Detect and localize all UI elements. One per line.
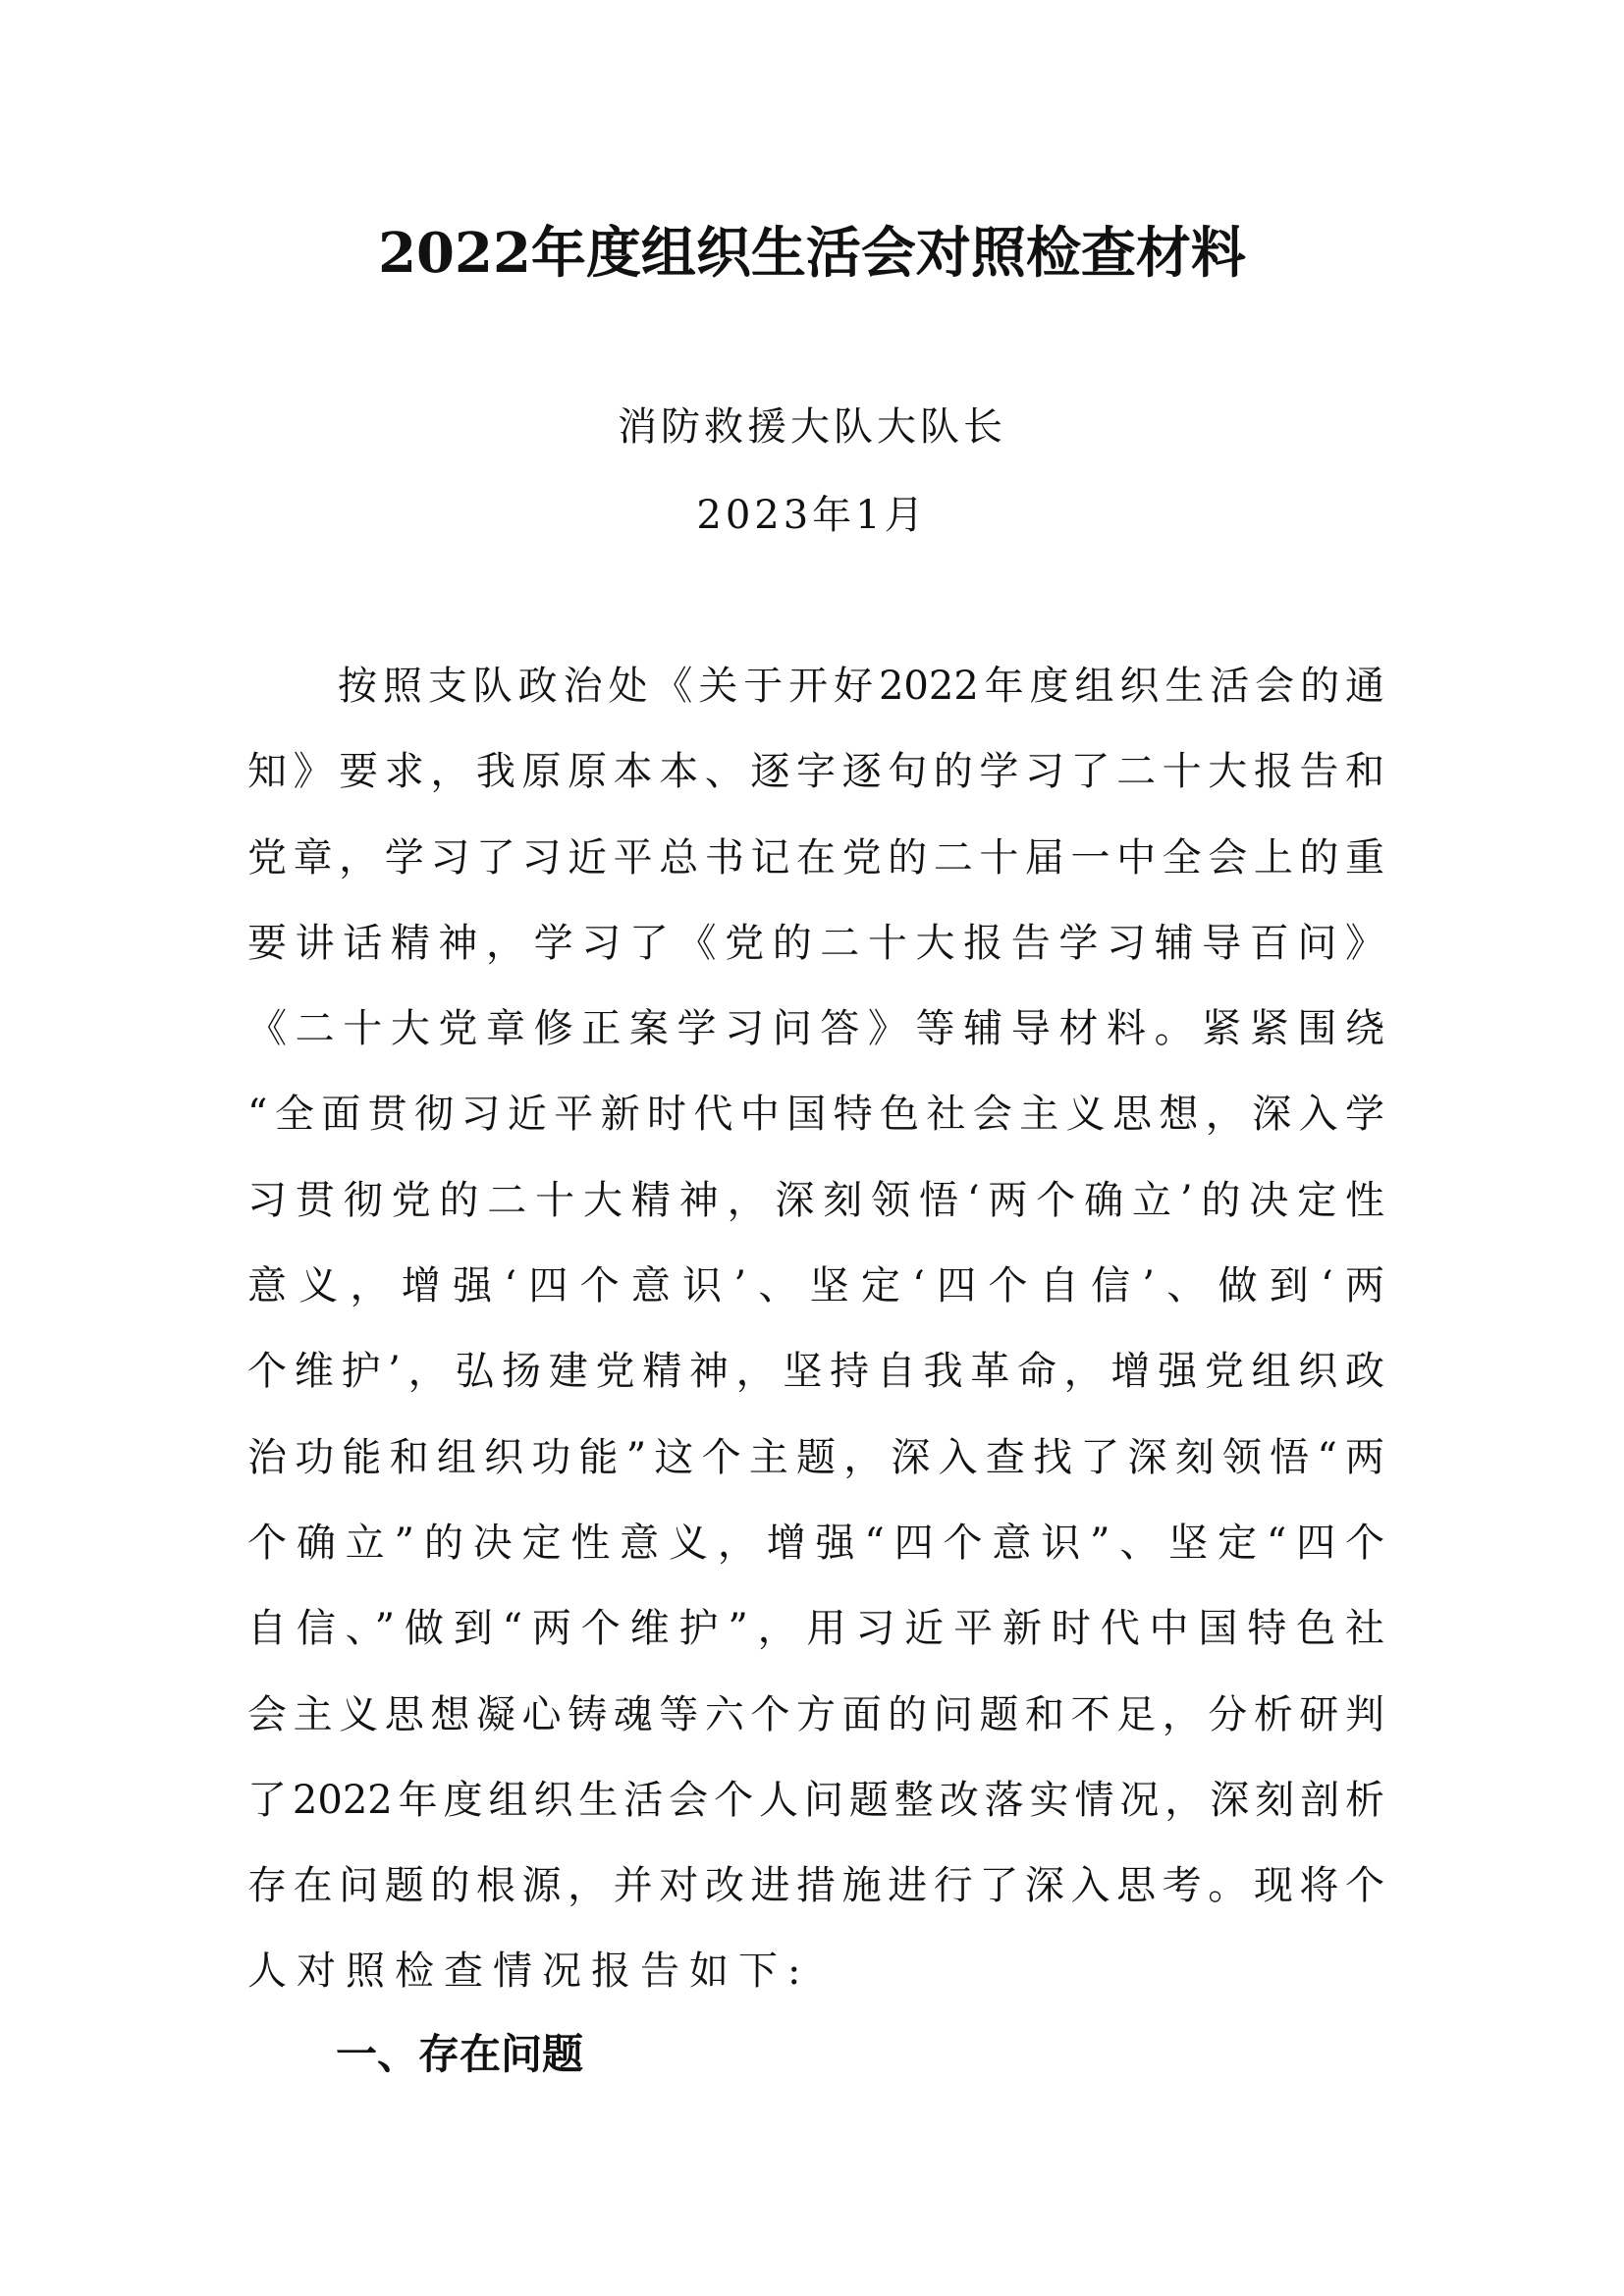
document-title: 2022年度组织生活会对照检查材料 (378, 221, 1246, 286)
paragraph-line: 会主义思想凝心铸魂等六个方面的问题和不足，分析研判 (247, 1691, 1384, 1737)
paragraph-line: 按照支队政治处《关于开好2022年度组织生活会的通 (338, 664, 1384, 709)
paragraph-line: 了2022年度组织生活会个人问题整改落实情况，深刻剖析 (247, 1777, 1384, 1823)
paragraph-line: 党章，学习了习近平总书记在党的二十届一中全会上的重 (247, 834, 1384, 881)
paragraph-line: 治功能和组织功能”这个主题，深入查找了深刻领悟“两 (247, 1434, 1384, 1480)
paragraph-line: 意义，增强‘四个意识’、坚定‘四个自信’、做到‘两 (247, 1263, 1384, 1309)
paragraph-line: 知》要求，我原原本本、逐字逐句的学习了二十大报告和 (247, 749, 1384, 795)
paragraph-line: 个维护’，弘扬建党精神，坚持自我革命，增强党组织政 (247, 1349, 1384, 1395)
paragraph-line: “全面贯彻习近平新时代中国特色社会主义思想，深入学 (247, 1092, 1384, 1138)
author-line: 消防救援大队大队长 (618, 404, 1006, 450)
paragraph-line: 习贯彻党的二十大精神，深刻领悟‘两个确立’的决定性 (247, 1177, 1384, 1223)
paragraph-line: 存在问题的根源，并对改进措施进行了深入思考。现将个 (247, 1863, 1384, 1909)
paragraph-line: 人对照检查情况报告如下: (247, 1949, 811, 1995)
paragraph-line: 自信、”做到“两个维护”，用习近平新时代中国特色社 (247, 1606, 1384, 1652)
paragraph-line: 要讲话精神，学习了《党的二十大报告学习辅导百问》 (247, 920, 1384, 966)
intro-paragraph (247, 644, 1384, 2015)
section-heading: 一、存在问题 (336, 2030, 584, 2078)
date-line: 2023年1月 (696, 493, 928, 538)
paragraph-line: 个确立”的决定性意义，增强“四个意识”、坚定“四个 (247, 1520, 1384, 1566)
paragraph-line: 《二十大党章修正案学习问答》等辅导材料。紧紧围绕 (247, 1006, 1384, 1052)
